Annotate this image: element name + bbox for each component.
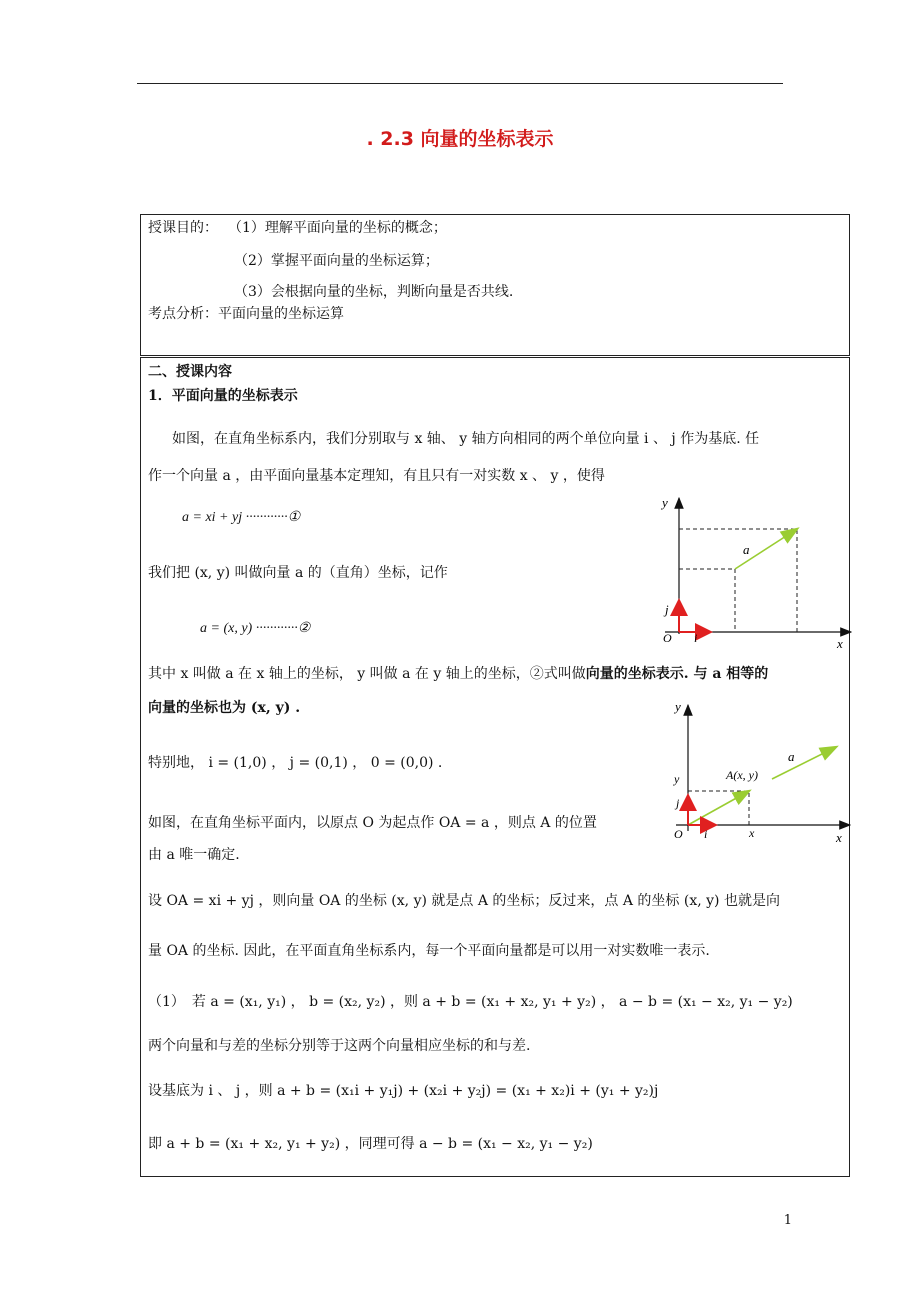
fig2-label-i: i	[704, 827, 708, 841]
fig2-label-j: j	[676, 796, 680, 810]
derivation: 设基底为 i 、 j ，则 a + b = (x₁i + y₁j) + (x₂i + y₂j) = (x₁ + x₂)i + (y₁ + y₂)j	[148, 1083, 659, 1099]
figure-2-coordinate-diagram	[660, 695, 860, 855]
para3-bold: 向量的坐标表示. 与 a 相等的	[585, 666, 769, 682]
rule-1: （1） 若 a = (x₁, y₁) ， b = (x₂, y₂) ，则 a + b = (x₁ + x₂, y₁ + y₂) ， a − b = (x₁ − x₂, y₁ − y₂)	[148, 994, 793, 1010]
sub-heading: 1．平面向量的坐标表示	[148, 388, 298, 404]
exam-point: 考点分析：平面向量的坐标运算	[148, 306, 344, 322]
equation-2: a = (x, y) ············②	[200, 621, 311, 636]
para3-normal: 其中 x 叫做 a 在 x 轴上的坐标， y 叫做 a 在 y 轴上的坐标，②式叫做	[148, 666, 586, 682]
rule-1-description: 两个向量和与差的坐标分别等于这两个向量相应坐标的和与差.	[148, 1038, 531, 1054]
equation-1: a = xi + yj ············①	[182, 510, 301, 525]
fig1-dashed-guide-inner	[679, 569, 735, 632]
para3-line2: 向量的坐标也为 (x, y) .	[148, 700, 301, 716]
page-title: . 2.3 向量的坐标表示	[366, 128, 554, 150]
figure-1-coordinate-diagram	[645, 490, 860, 655]
fig2-vector-a	[772, 747, 836, 779]
header-rule	[137, 83, 783, 84]
conclusion: 即 a + b = (x₁ + x₂, y₁ + y₂) ，同理可得 a − b = (x₁ − x₂, y₁ − y₂)	[148, 1136, 593, 1152]
objective-3: （3）会根据向量的坐标，判断向量是否共线.	[234, 284, 514, 300]
para4-line2: 由 a 唯一确定.	[148, 847, 240, 863]
special-cases: 特别地， i = (1,0) ， j = (0,1) ， 0 = (0,0) .	[148, 755, 443, 771]
fig2-tick-x: x	[749, 826, 755, 840]
fig1-label-i: i	[694, 631, 698, 645]
fig2-vector-oa	[688, 791, 749, 825]
fig2-label-x-axis: x	[836, 830, 842, 845]
fig1-label-y: y	[662, 495, 668, 510]
para3-line1	[148, 665, 768, 683]
fig1-label-o: O	[663, 631, 672, 645]
fig2-label-y-axis: y	[675, 699, 681, 714]
para5-line2: 量 OA 的坐标. 因此，在平面直角坐标系内，每一个平面向量都是可以用一对实数唯一表示.	[148, 943, 710, 959]
para1-line2: 作一个向量 a ，由平面向量基本定理知，有且只有一对实数 x 、 y ，使得	[148, 468, 605, 484]
objective-2: （2）掌握平面向量的坐标运算；	[234, 253, 439, 269]
fig1-label-j: j	[665, 602, 669, 617]
fig2-tick-y: y	[674, 772, 680, 786]
para1-line1: 如图，在直角坐标系内，我们分别取与 x 轴、 y 轴方向相同的两个单位向量 i 、 j 作为基底. 任	[172, 431, 760, 447]
fig2-point-a-label: A(x, y)	[726, 768, 758, 782]
para5-line1: 设 OA = xi + yj ，则向量 OA 的坐标 (x, y) 就是点 A 的坐标；反过来，点 A 的坐标 (x, y) 也就是向	[148, 893, 780, 909]
fig1-label-x: x	[837, 636, 843, 651]
objectives-label: 授课目的：	[148, 220, 218, 236]
fig1-dashed-guide-outer	[679, 529, 797, 632]
para2: 我们把 (x, y) 叫做向量 a 的（直角）坐标，记作	[148, 565, 448, 581]
section-heading: 二、授课内容	[148, 364, 232, 380]
page-number: 1	[783, 1213, 792, 1228]
objective-1: （1）理解平面向量的坐标的概念；	[228, 220, 447, 236]
fig2-label-o: O	[674, 827, 683, 841]
fig1-label-a: a	[743, 542, 750, 557]
fig2-label-a: a	[788, 749, 795, 764]
para4-line1: 如图，在直角坐标平面内，以原点 O 为起点作 OA = a ，则点 A 的位置	[148, 815, 597, 831]
